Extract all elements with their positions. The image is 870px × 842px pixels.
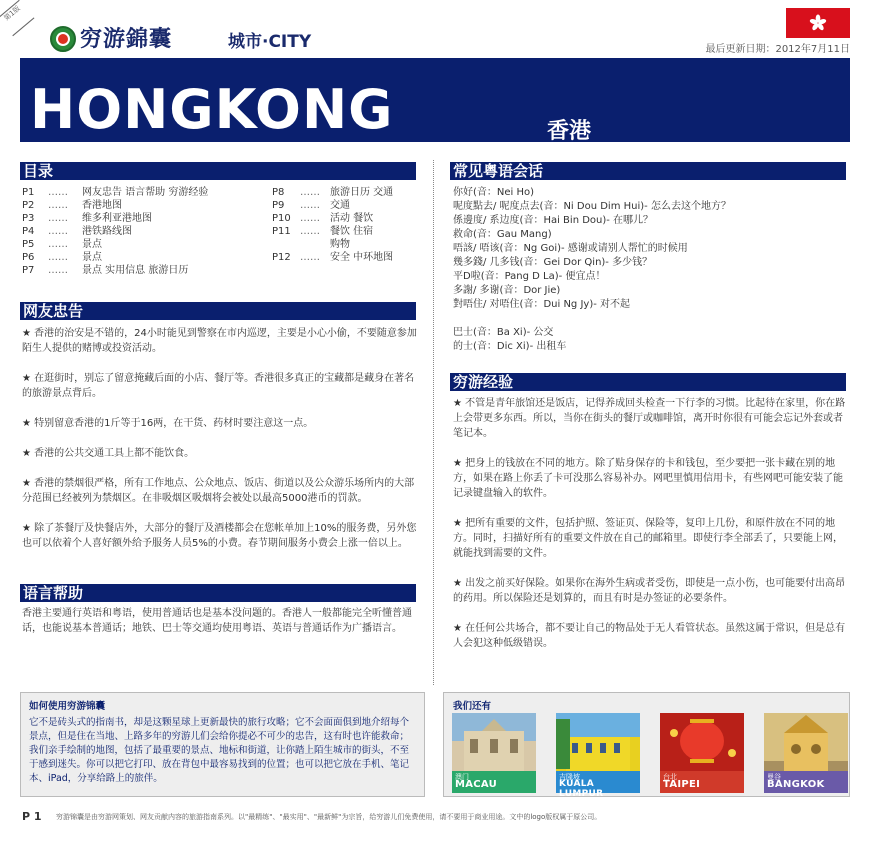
- phrase-line: 平D啦(音：Pang D La)- 便宜点！: [453, 271, 606, 282]
- thumb-caption: 台北 TAIPEI: [660, 771, 744, 793]
- experience-paragraph: ★ 把所有重要的文件，包括护照、签证页、保险等，复印上几份，和原件放在不同的地方。同时，扫描好所有的重要文件放在自己的邮箱里。即使行李全部丢了，只要能上网，就能找到需要的文件。: [453, 518, 843, 559]
- toc-row[interactable]: P6 …… 景点: [22, 252, 102, 263]
- advice-paragraph: ★ 香港的治安是不错的，24小时能见到警察在市内巡逻，主要是小心小偷，不要随意参加陌生人提供的赌博或投资活动。: [22, 328, 417, 354]
- experience-paragraph: ★ 在任何公共场合，都不要让自己的物品处于无人看管状态。虽然这属于常识，但是总有人会犯这种低级错误。: [453, 623, 846, 649]
- thumb-caption: 吉隆坡 KUALA LUMPUR: [556, 771, 640, 793]
- phrase-spacer: [453, 312, 848, 326]
- guide-thumb-macau[interactable]: [452, 713, 536, 793]
- title-banner: [20, 58, 850, 142]
- toc-row[interactable]: P11 …… 餐饮 住宿: [272, 226, 374, 237]
- howto-title: 如何使用穷游锦囊: [29, 701, 106, 712]
- guide-thumb-bangkok[interactable]: [764, 713, 848, 793]
- toc-row[interactable]: P10 …… 活动 餐饮: [272, 213, 374, 224]
- also-title: 我们还有: [453, 701, 492, 712]
- toc-row[interactable]: P9 …… 交通: [272, 200, 350, 211]
- phrase-line: 幾多錢/ 几多钱(音：Gei Dor Qin)- 多少钱？: [453, 257, 653, 268]
- toc-row[interactable]: P2 …… 香港地图: [22, 200, 122, 211]
- advice-body: [22, 326, 418, 566]
- toc-row[interactable]: P4 …… 港铁路线图: [22, 226, 132, 237]
- experience-body: [453, 396, 847, 666]
- brand-name: 穷游錦囊: [80, 27, 173, 52]
- also-box: [443, 692, 850, 797]
- hongkong-flag-icon: [786, 8, 850, 38]
- advice-paragraph: ★ 除了茶餐厅及快餐店外，大部分的餐厅及酒楼都会在您帐单加上10%的服务费，另外您也可以依着个人喜好额外给予服务人员5%的小费。春节期间服务小费会上涨一倍以上。: [22, 523, 417, 549]
- last-updated: 最后更新日期：2012年7月11日: [705, 44, 850, 55]
- toc-row[interactable]: P1 …… 网友忠告 语言帮助 穷游经验: [22, 187, 209, 198]
- phrase-line: 係邊度/ 系边度(音：Hai Bin Dou)- 在哪儿？: [453, 215, 654, 226]
- banner-title: HONGKONG: [30, 78, 394, 141]
- toc-row[interactable]: P12 …… 安全 中环地图: [272, 252, 394, 263]
- experience-paragraph: ★ 出发之前买好保险。如果你在海外生病或者受伤，即使是一点小伤，也可能要付出高昂的药用。所以保险还是划算的，而且有时是办签证的必要条件。: [453, 578, 846, 604]
- edition-stamp: 第1版: [0, 0, 34, 36]
- phrase-line: 救命(音：Gau Mang): [453, 229, 552, 240]
- guide-thumb-kualalumpur[interactable]: [556, 713, 640, 799]
- phrases-heading: 常见粤语会话: [450, 162, 846, 180]
- experience-paragraph: ★ 把身上的钱放在不同的地方。除了贴身保存的卡和钱包，至少要把一张卡藏在别的地方，如果在路上你丢了卡可没那么容易补办。网吧里慎用信用卡，有些网吧可能安装了能记录键盘输入的软件。: [453, 458, 843, 499]
- phrases-list: [453, 186, 848, 354]
- banner-subtitle: 香港: [547, 119, 592, 144]
- logo-icon: [50, 26, 76, 52]
- language-body: 香港主要通行英语和粤语，使用普通话也是基本没问题的。香港人一般都能完全听懂普通话，也能说基本普通话；地铁、巴士等交通均使用粤语、英语与普通话作为广播语言。: [22, 608, 412, 634]
- phrase-line: 呢度點去/ 呢度点去(音：Ni Dou Dim Hui)- 怎么去这个地方？: [453, 201, 731, 212]
- howto-body: 它不是砖头式的指南书，却是这颗星球上更新最快的旅行攻略；它不会面面俱到地介绍每个景点，但是住在当地、上路多年的穷游儿们会给你提必不可少的忠告，这有时也许能救命；我们亲手绘制的地图，包括了最重要的景点、地标和街道，让你踏上陌生城市的街头，不至于感到迷失。你可以把它打印、放在背包中最容易找到的位置；也可以把它放在手机、笔记本、iPad，分享给路上的旅伴。: [29, 717, 410, 784]
- advice-heading: 网友忠告: [20, 302, 416, 320]
- toc-left-list: [22, 186, 272, 277]
- toc-row[interactable]: P5 …… 景点: [22, 239, 102, 250]
- language-heading: 语言帮助: [20, 584, 416, 602]
- toc-row[interactable]: P8 …… 旅游日历 交通: [272, 187, 394, 198]
- toc-row[interactable]: P3 …… 维多利亚港地图: [22, 213, 152, 224]
- column-divider: [433, 160, 434, 685]
- phrase-line: 唔該/ 唔该(音：Ng Goi)- 感谢或请别人帮忙的时候用: [453, 243, 688, 254]
- footer-note: 穷游锦囊是由穷游网策划、网友贡献内容的旅游指南系列。以"最精练"、"最实用"、"最新鲜"为宗旨，给穷游儿们免费使用，请不要用于商业用途。文中的logo版权属于原公司。: [56, 813, 602, 821]
- howto-box: [20, 692, 425, 797]
- advice-paragraph: ★ 香港的禁烟很严格，所有工作地点、公众地点、饭店、街道以及公众游乐场所内的大部分范围已经被列为禁烟区。在非吸烟区吸烟将会被处以最高5000港币的罚款。: [22, 478, 415, 504]
- toc-right-list: [272, 186, 422, 264]
- advice-paragraph: ★ 特别留意香港的1斤等于16两，在干货、药材时要注意这一点。: [22, 418, 314, 429]
- toc-row[interactable]: P7 …… 景点 实用信息 旅游日历: [22, 265, 189, 276]
- advice-paragraph: ★ 香港的公共交通工具上都不能饮食。: [22, 448, 195, 459]
- phrase-line: 對唔住/ 对唔住(音：Dui Ng Jy)- 对不起: [453, 299, 631, 310]
- section-label: 城市·CITY: [228, 32, 312, 52]
- advice-paragraph: ★ 在逛街时，别忘了留意掩藏后面的小店、餐厅等。香港很多真正的宝藏都是藏身在著名的旅游景点背后。: [22, 373, 415, 399]
- phrase-line: 多謝/ 多谢(音：Dor Jie): [453, 285, 561, 296]
- thumb-caption: 曼谷 BANGKOK: [764, 771, 848, 793]
- thumb-caption: 澳门 MACAU: [452, 771, 536, 793]
- toc-row[interactable]: 购物: [330, 239, 350, 250]
- phrase-line: 你好(音：Nei Ho): [453, 187, 535, 198]
- phrase-line: 的士(音：Dic Xi)- 出租车: [453, 341, 567, 352]
- experience-paragraph: ★ 不管是青年旅馆还是饭店，记得养成回头检查一下行李的习惯。比起待在家里，你在路上会带更多东西。所以，当你在街头的餐厅或咖啡馆，离开时你很有可能会忘记外套或者笔记本。: [453, 398, 846, 439]
- guide-thumb-taipei[interactable]: [660, 713, 744, 793]
- page-number: P 1: [22, 810, 42, 823]
- experience-heading: 穷游经验: [450, 373, 846, 391]
- header: [20, 18, 850, 58]
- toc-heading: 目录: [20, 162, 416, 180]
- phrase-line: 巴士(音：Ba Xi)- 公交: [453, 327, 554, 338]
